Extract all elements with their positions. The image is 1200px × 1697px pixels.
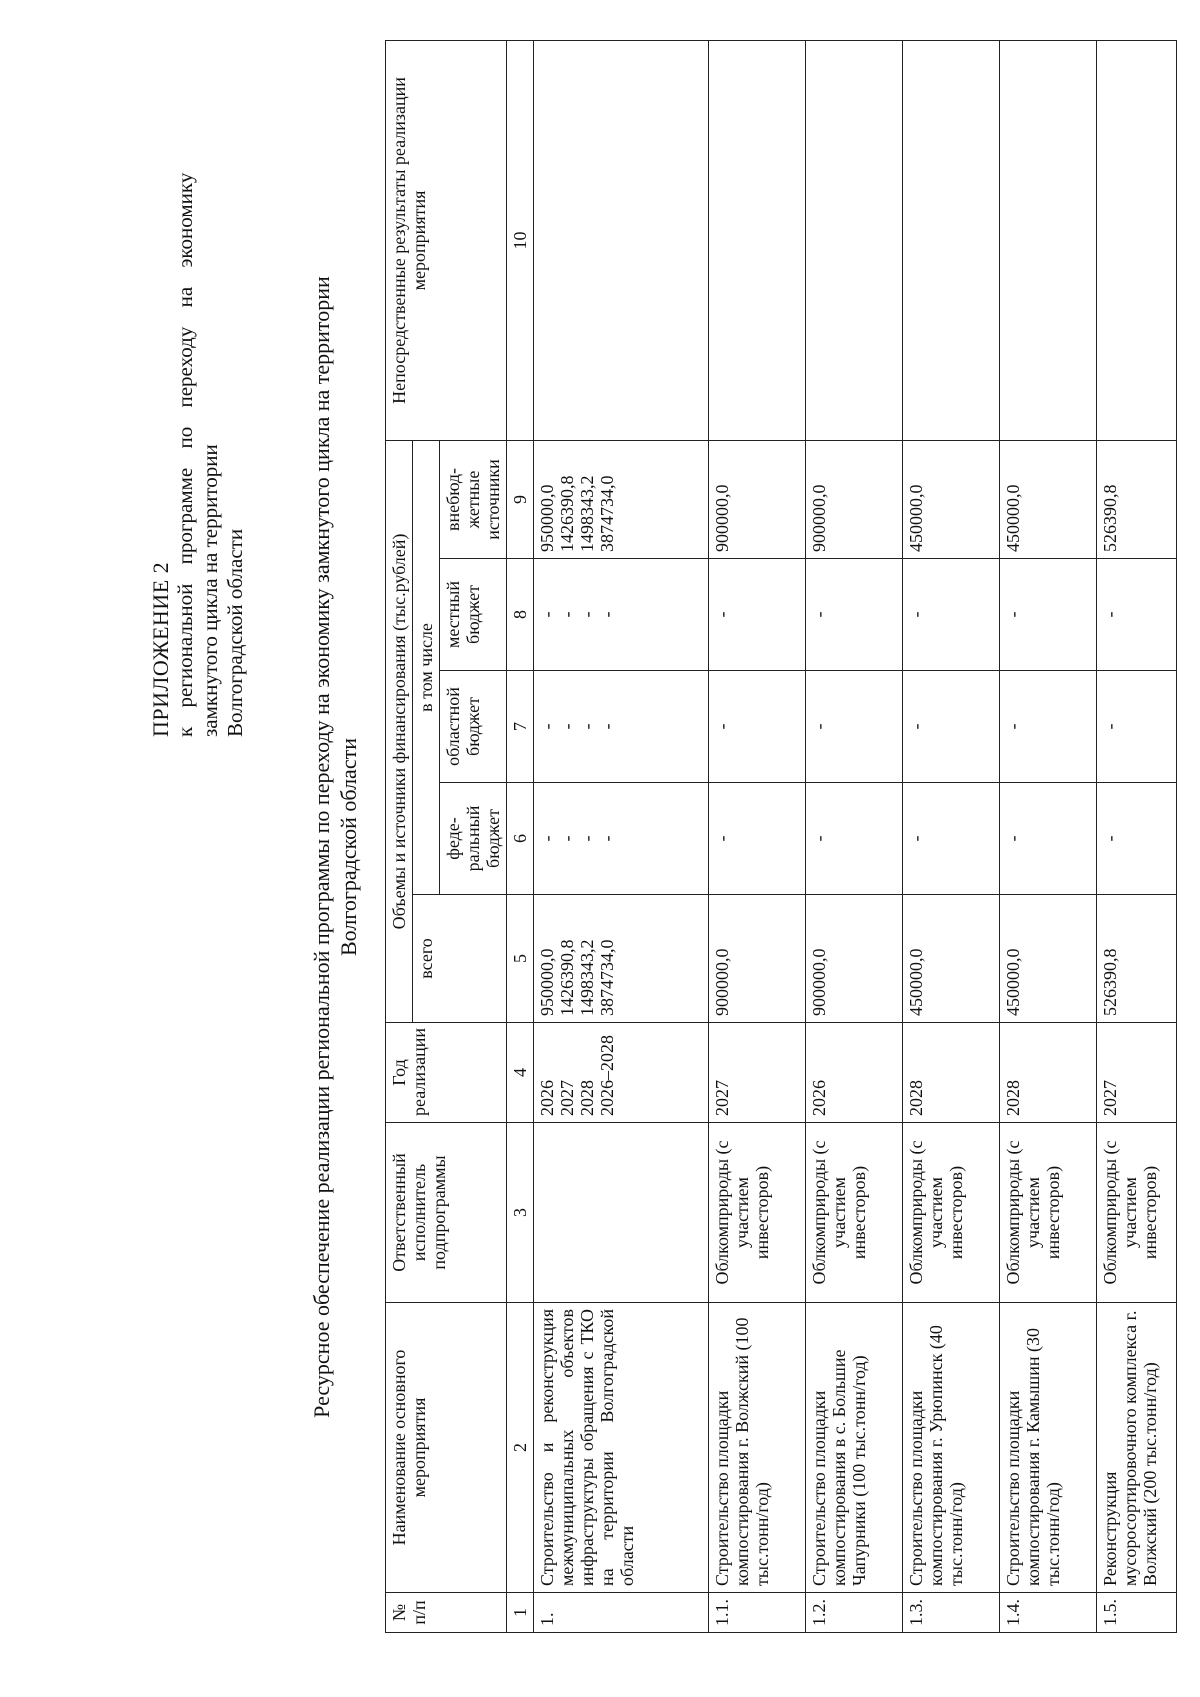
header-funding: Объемы и источники финансирования (тыс.рублей): [386, 440, 413, 1022]
row-federal: -: [709, 783, 806, 895]
row-federal: -: [1097, 783, 1177, 895]
row-results: [806, 40, 903, 440]
row-local: -: [709, 559, 806, 671]
year-value: 2026: [537, 1080, 557, 1116]
row-executor: Облкомприроды (с участием инвесторов): [1097, 1123, 1177, 1303]
local-value: -: [577, 611, 597, 618]
row-federal: -: [806, 783, 903, 895]
funding-table: [385, 40, 1177, 1633]
row-total: [534, 895, 709, 1023]
header-extra: внебюд-жетные источники: [440, 440, 507, 558]
column-number: 5: [507, 895, 534, 1023]
row-name: Строительство площадки компостирования г. Урюпинск (40 тыс.тонн/год): [903, 1303, 1000, 1593]
row-executor: Облкомприроды (с участием инвесторов): [709, 1123, 806, 1303]
row-federal: -: [1000, 783, 1097, 895]
header-executor: Ответственный исполнитель подпрограммы: [386, 1123, 507, 1303]
row-results: [1097, 40, 1177, 440]
appendix-block: [148, 173, 248, 737]
row-executor: Облкомприроды (с участием инвесторов): [903, 1123, 1000, 1303]
row-extra: 450000,0: [903, 440, 1000, 558]
federal-value: -: [537, 835, 557, 842]
year-value: 2027: [557, 1080, 577, 1116]
row-results: [534, 40, 709, 440]
local-value: -: [597, 611, 617, 618]
header-federal: феде-ральный бюджет: [440, 783, 507, 895]
row-total: 450000,0: [903, 895, 1000, 1023]
column-number: 7: [507, 671, 534, 783]
row-local: -: [1097, 559, 1177, 671]
total-value: 3874734,0: [597, 939, 617, 1016]
row-name: Реконструкция мусоросортировочного комплекса г. Волжский (200 тыс.тонн/год): [1097, 1303, 1177, 1593]
year-value: 2026–2028: [597, 1035, 617, 1116]
federal-value: -: [597, 835, 617, 842]
header-results: Непосредственные результаты реализации мероприятия: [386, 40, 507, 440]
row-federal: -: [903, 783, 1000, 895]
document-title: [308, 197, 362, 1497]
header-total: всего: [413, 895, 507, 1023]
extra-value: 1498343,2: [577, 475, 597, 552]
row-num: 1.: [534, 1593, 709, 1633]
total-value: 950000,0: [537, 948, 557, 1016]
extra-value: 3874734,0: [597, 475, 617, 552]
row-extra: 526390,8: [1097, 440, 1177, 558]
total-value: 1498343,2: [577, 939, 597, 1016]
row-regional: -: [806, 671, 903, 783]
row-local: -: [806, 559, 903, 671]
row-year: 2028: [1000, 1023, 1097, 1123]
row-results: [903, 40, 1000, 440]
row-year: 2026: [806, 1023, 903, 1123]
appendix-title: ПРИЛОЖЕНИЕ 2: [148, 561, 173, 737]
row-name: Строительство площадки компостирования г. Камышин (30 тыс.тонн/год): [1000, 1303, 1097, 1593]
column-number: 6: [507, 783, 534, 895]
row-regional: -: [1000, 671, 1097, 783]
row-year: 2027: [709, 1023, 806, 1123]
appendix-line: замкнутого цикла на территории: [198, 444, 222, 737]
row-name: Строительство площадки компостирования в с. Большие Чапурники (100 тыс.тонн/год): [806, 1303, 903, 1593]
appendix-line: к региональной программе по переходу на экономику: [173, 172, 197, 737]
appendix-line: Волгоградской области: [223, 528, 247, 737]
extra-value: 950000,0: [537, 484, 557, 552]
row-years: [534, 1023, 709, 1123]
regional-value: -: [597, 723, 617, 730]
row-name: Строительство площадки компостирования г. Волжский (100 тыс.тонн/год): [709, 1303, 806, 1593]
table-row: [903, 40, 1000, 1632]
column-number: 2: [507, 1303, 534, 1593]
regional-value: -: [537, 723, 557, 730]
row-extra: 450000,0: [1000, 440, 1097, 558]
table-row: [709, 40, 806, 1632]
row-extra: 900000,0: [806, 440, 903, 558]
table-row: [1097, 40, 1177, 1632]
row-extra: 900000,0: [709, 440, 806, 558]
row-local: -: [1000, 559, 1097, 671]
local-value: -: [537, 611, 557, 618]
header-regional: областной бюджет: [440, 671, 507, 783]
row-total: 450000,0: [1000, 895, 1097, 1023]
row-regional: -: [1097, 671, 1177, 783]
column-number: 1: [507, 1593, 534, 1633]
table-row: [534, 40, 709, 1632]
row-executor: Облкомприроды (с участием инвесторов): [1000, 1123, 1097, 1303]
row-name: Строительство и реконструкция межмуниципальных объектов инфраструктуры обращения с ТКО на территории Волгоградской области: [534, 1303, 709, 1593]
row-num: 1.3.: [903, 1593, 1000, 1633]
row-local: [534, 559, 709, 671]
row-num: 1.2.: [806, 1593, 903, 1633]
row-total: 900000,0: [709, 895, 806, 1023]
column-number: 4: [507, 1023, 534, 1123]
federal-value: -: [577, 835, 597, 842]
row-local: -: [903, 559, 1000, 671]
row-results: [709, 40, 806, 440]
row-total: 900000,0: [806, 895, 903, 1023]
total-value: 1426390,8: [557, 939, 577, 1016]
row-year: 2028: [903, 1023, 1000, 1123]
column-number: 9: [507, 440, 534, 558]
table-row: [1000, 40, 1097, 1632]
row-extra: [534, 440, 709, 558]
column-number: 8: [507, 559, 534, 671]
row-total: 526390,8: [1097, 895, 1177, 1023]
document-title-line: Ресурсное обеспечение реализации региональной программы по переходу на экономику замкнутого цикла на территории: [309, 276, 334, 1418]
local-value: -: [557, 611, 577, 618]
document-title-line: Волгоградской области: [336, 738, 361, 956]
row-num: 1.4.: [1000, 1593, 1097, 1633]
row-executor: Облкомприроды (с участием инвесторов): [806, 1123, 903, 1303]
header-year: Год реализации: [386, 1023, 507, 1123]
row-regional: -: [709, 671, 806, 783]
row-num: 1.5.: [1097, 1593, 1177, 1633]
table-row: [806, 40, 903, 1632]
column-number: 10: [507, 40, 534, 440]
header-local: местный бюджет: [440, 559, 507, 671]
row-results: [1000, 40, 1097, 440]
column-number: 3: [507, 1123, 534, 1303]
row-federal: [534, 783, 709, 895]
year-value: 2028: [577, 1080, 597, 1116]
header-name: Наименование основного мероприятия: [386, 1303, 507, 1593]
table-body: [534, 40, 1177, 1632]
header-num: № п/п: [386, 1593, 507, 1633]
row-num: 1.1.: [709, 1593, 806, 1633]
row-year: 2027: [1097, 1023, 1177, 1123]
row-executor: [534, 1123, 709, 1303]
extra-value: 1426390,8: [557, 475, 577, 552]
row-regional: [534, 671, 709, 783]
regional-value: -: [577, 723, 597, 730]
regional-value: -: [557, 723, 577, 730]
federal-value: -: [557, 835, 577, 842]
column-number-row: [507, 40, 534, 1632]
row-regional: -: [903, 671, 1000, 783]
header-including: в том числе: [413, 440, 440, 894]
